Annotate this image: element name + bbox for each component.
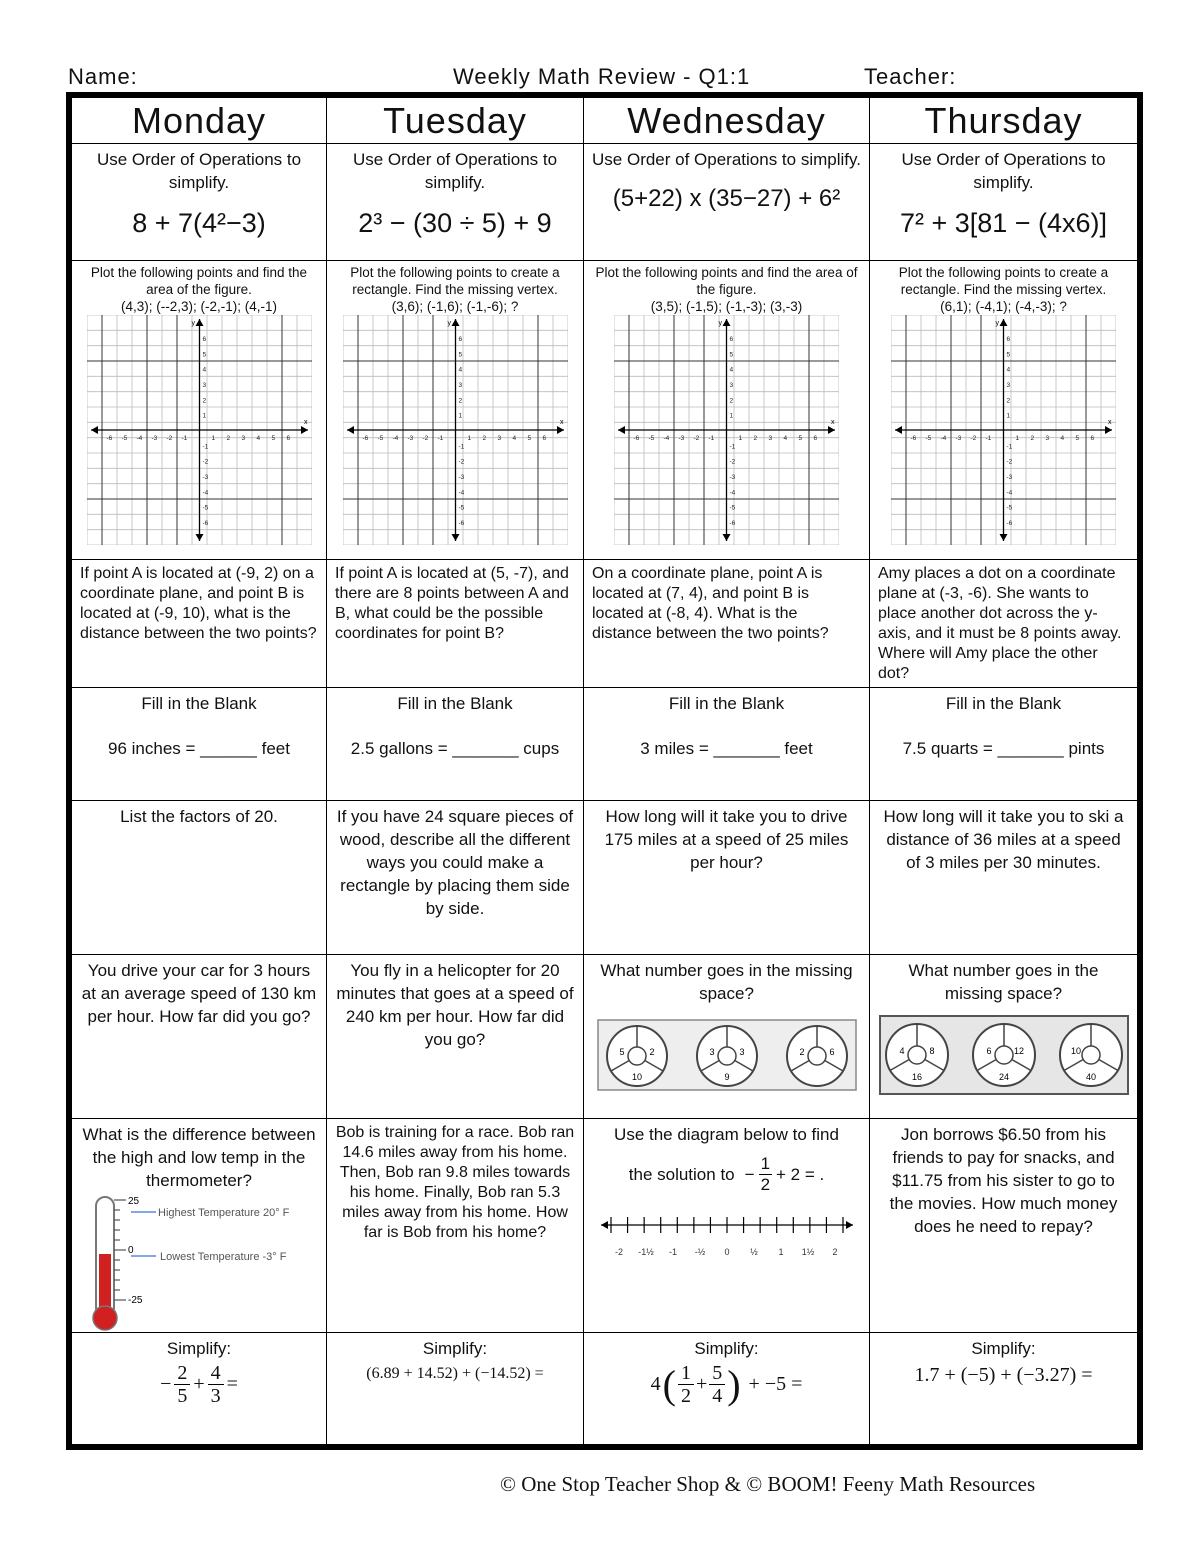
plot-tuesday	[327, 261, 584, 560]
simplify-expression	[592, 1362, 861, 1407]
tick-label: -2	[1006, 458, 1013, 466]
distance-monday: If point A is located at (-9, 2) on a coordinate plane, and point B is located at (-9, 10), what is the distance between the two points?	[72, 560, 327, 688]
fraction	[208, 1362, 224, 1407]
axis-x-label: x	[831, 419, 835, 426]
tick-label: 1	[1006, 412, 1011, 420]
wheel-1	[886, 1024, 948, 1086]
fraction-denominator: 4	[712, 1385, 723, 1407]
tick-label: -4	[663, 435, 670, 442]
tick-label: -6	[362, 435, 368, 442]
tick-label: -1	[985, 435, 992, 442]
tick-label: 2	[1030, 435, 1035, 442]
tick-label: -1	[202, 443, 208, 451]
axis-y-label: y	[191, 320, 195, 327]
wheel-3	[1060, 1024, 1122, 1086]
tick-label: 4	[458, 366, 462, 374]
tick-label: 3	[458, 382, 462, 389]
tick-label: -1	[1006, 443, 1013, 451]
numberline-label: -½	[694, 1247, 705, 1257]
tick-label: -2	[422, 435, 428, 442]
tick-label: -4	[458, 489, 464, 497]
order-ops-expression: 8 + 7(4²−3)	[132, 208, 266, 238]
tick-label: 2	[458, 397, 462, 405]
tick-label: -2	[166, 435, 172, 442]
order-ops-expression: (5+22) x (35−27) + 6²	[612, 185, 841, 212]
copyright-footer: © One Stop Teacher Shop & © BOOM! Feeny Math Resources	[500, 1472, 1036, 1496]
thermometer-monday	[72, 1119, 327, 1333]
numberline-label: -1	[668, 1247, 677, 1257]
tick-label: 2	[226, 435, 230, 442]
tick-label: 4	[256, 435, 260, 442]
minus-sign: −	[744, 1165, 755, 1184]
tick-label: 5	[202, 351, 206, 359]
fill-problem: 7.5 quarts = _______ pints	[902, 739, 1105, 758]
wheel-puzzle	[597, 1019, 857, 1091]
fraction-denominator: 2	[680, 1385, 691, 1407]
wheel-number: 8	[928, 1046, 935, 1056]
fraction	[759, 1154, 772, 1195]
numberline-label: -1½	[637, 1247, 654, 1257]
tick-label: 4	[1060, 435, 1065, 442]
wood-tuesday: If you have 24 square pieces of wood, describe all the different ways you could make a rectangle by placing them side by side.	[327, 801, 584, 955]
mixed-row	[72, 1119, 1138, 1333]
fill-title: Fill in the Blank	[141, 694, 257, 713]
coordinate-grid[interactable]	[343, 315, 568, 545]
tick-label: 1	[729, 412, 734, 420]
tick-label: 6	[286, 435, 290, 442]
numberline-prompt-2: the solution to	[628, 1165, 735, 1184]
numberline-expression	[592, 1154, 861, 1195]
numberline-label: -2	[614, 1247, 623, 1257]
wheel-number: 6	[985, 1046, 992, 1056]
tick-label: -1	[458, 443, 464, 451]
worksheet-table	[66, 92, 1143, 1450]
borrow-thursday: Jon borrows $6.50 from his friends to pay for snacks, and $11.75 from his sister to go to the movies. How much money does he need to repay?	[870, 1119, 1138, 1333]
tick-label: -2	[202, 458, 208, 466]
coordinate-grid[interactable]	[891, 315, 1116, 545]
simplify-tuesday	[327, 1333, 584, 1445]
coordinate-grid[interactable]	[87, 315, 312, 545]
fraction-denominator: 3	[210, 1385, 221, 1407]
plot-thursday	[870, 261, 1138, 560]
right-paren-icon: )	[727, 1361, 741, 1407]
fill-title: Fill in the Blank	[945, 694, 1062, 713]
wheel-3	[787, 1026, 847, 1086]
tick-label: -3	[202, 474, 208, 481]
tick-label: 1	[1015, 435, 1020, 442]
tick-label: 4	[202, 366, 206, 374]
tick-label: -6	[910, 435, 917, 442]
day-tuesday: Tuesday	[327, 98, 584, 144]
number-line	[597, 1207, 857, 1267]
plus-sign: +	[695, 1373, 708, 1395]
plot-points: (6,1); (-4,1); (-4,-3); ?	[940, 299, 1067, 314]
tick-label: -4	[940, 435, 947, 442]
wheel-2	[697, 1026, 757, 1086]
wheel-2	[973, 1024, 1035, 1086]
plot-prompt: Plot the following points and find the area of the figure.	[90, 265, 308, 297]
simplify-row	[72, 1333, 1138, 1445]
order-ops-row	[72, 144, 1138, 261]
tick-label: -1	[708, 435, 715, 442]
day-thursday: Thursday	[870, 98, 1138, 144]
numberline-wednesday	[584, 1119, 870, 1333]
order-ops-prompt: Use Order of Operations to simplify.	[592, 150, 861, 169]
equals-sign: =	[226, 1373, 238, 1395]
tick-label: 3	[1006, 382, 1011, 389]
fraction-numerator: 5	[709, 1362, 725, 1385]
tick-label: -1	[729, 443, 736, 451]
wheel-question: What number goes in the missing space?	[908, 961, 1099, 1003]
wheel-number: 3	[738, 1047, 745, 1057]
fraction-numerator: 2	[174, 1362, 190, 1385]
tick-label: 6	[1006, 336, 1011, 343]
tick-label: 1	[738, 435, 743, 442]
simplify-title: Simplify:	[422, 1339, 488, 1358]
plot-prompt: Plot the following points to create a rectangle. Find the missing vertex.	[898, 265, 1109, 297]
tick-label: -5	[458, 504, 464, 512]
tick-label: 5	[1006, 351, 1011, 359]
tick-label: 6	[813, 435, 818, 442]
fraction-numerator: 4	[208, 1362, 224, 1385]
wheel-number: 40	[1085, 1072, 1096, 1082]
plot-wednesday	[584, 261, 870, 560]
plot-prompt: Plot the following points to create a rectangle. Find the missing vertex.	[350, 265, 560, 297]
tick-label: -2	[458, 458, 464, 466]
tick-label: -1	[437, 435, 443, 442]
tick-label: 3	[202, 382, 206, 389]
tick-label: -4	[1006, 489, 1013, 497]
numberline-label: 2	[831, 1247, 838, 1257]
race-tuesday: Bob is training for a race. Bob ran 14.6 miles away from his home. Then, Bob ran 9.8 miles towards his home. Finally, Bob ran 5.3 miles away from his home. How far is Bob from his home?	[327, 1119, 584, 1333]
order-ops-monday	[72, 144, 327, 261]
plot-points: (3,6); (-1,6); (-1,-6); ?	[391, 299, 519, 314]
fraction-denominator: 5	[177, 1385, 188, 1407]
tick-label: -2	[693, 435, 700, 442]
wheel-number: 12	[1013, 1046, 1024, 1056]
fill-wednesday	[584, 688, 870, 801]
minus-sign: −	[160, 1373, 172, 1395]
tick-label: -5	[648, 435, 655, 442]
distance-wednesday: On a coordinate plane, point A is located at (7, 4), and point B is located at (-8, 4). What is the distance between the two points?	[584, 560, 870, 688]
tick-label: -3	[1006, 474, 1013, 481]
day-wednesday: Wednesday	[584, 98, 870, 144]
tick-label: -4	[392, 435, 398, 442]
fraction-numerator: 1	[760, 1154, 771, 1173]
tick-label: -6	[633, 435, 640, 442]
tick-label: -6	[729, 520, 736, 527]
fraction	[174, 1362, 190, 1407]
tick-label: 6	[542, 435, 546, 442]
order-ops-tuesday	[327, 144, 584, 261]
tick-label: -3	[407, 435, 413, 442]
distance-thursday: Amy places a dot on a coordinate plane at (-3, -6). She wants to place another dot across the y-axis, and it must be 8 points away. Where will Amy place the other dot?	[870, 560, 1138, 688]
tick-label: 1	[211, 435, 215, 442]
tick-label: 3	[241, 435, 245, 442]
car-monday: You drive your car for 3 hours at an average speed of 130 km per hour. How far did you go?	[72, 955, 327, 1119]
simplify-title: Simplify:	[694, 1339, 759, 1358]
thermometer-question: What is the difference between the high and low temp in the thermometer?	[82, 1125, 316, 1190]
tick-label: 4	[1006, 366, 1011, 374]
tick-label: -2	[970, 435, 977, 442]
fill-problem: 96 inches = ______ feet	[108, 739, 290, 758]
tick-label: -3	[729, 474, 736, 481]
wheel-puzzle	[879, 1015, 1129, 1095]
wheel-1	[607, 1026, 667, 1086]
factors-monday: List the factors of 20.	[72, 801, 327, 955]
tick-label: 1	[467, 435, 471, 442]
numberline-label: 1½	[801, 1247, 814, 1257]
numberline-prompt: Use the diagram below to find	[614, 1125, 839, 1144]
simplify-thursday	[870, 1333, 1138, 1445]
tick-label: 2	[202, 397, 206, 405]
tick-label: -6	[202, 520, 208, 527]
tick-label: -6	[1006, 520, 1013, 527]
tick-label: 5	[458, 351, 462, 359]
thermometer-tick: 0	[128, 1245, 134, 1256]
fraction	[678, 1362, 694, 1407]
tick-label: 6	[729, 336, 734, 343]
thermometer-tick: 25	[128, 1196, 140, 1207]
fill-problem: 2.5 gallons = _______ cups	[350, 739, 560, 758]
tick-label: 3	[1045, 435, 1050, 442]
simplify-title: Simplify:	[166, 1339, 232, 1358]
tick-label: 5	[798, 435, 803, 442]
thermometer-diagram	[76, 1192, 316, 1332]
tick-label: 2	[1006, 397, 1011, 405]
tick-label: -4	[202, 489, 208, 497]
tick-label: 4	[729, 366, 734, 374]
plus-sign: +	[193, 1373, 205, 1395]
name-label: Name:	[68, 64, 138, 89]
numberline-label: 1	[777, 1247, 784, 1257]
tick-label: 6	[458, 336, 462, 343]
tick-label: 5	[729, 351, 734, 359]
axis-x-label: x	[1108, 419, 1112, 426]
fill-thursday	[870, 688, 1138, 801]
expression-tail: + 2 = .	[776, 1165, 825, 1184]
plot-points: (4,3); (--2,3); (-2,-1); (4,-1)	[120, 299, 277, 314]
order-ops-expression: 2³ − (30 ÷ 5) + 9	[358, 208, 552, 238]
fill-monday	[72, 688, 327, 801]
wheel-number: 2	[798, 1047, 805, 1057]
fill-tuesday	[327, 688, 584, 801]
tick-label: 1	[202, 412, 206, 420]
tick-label: 3	[497, 435, 501, 442]
wheels-wednesday	[584, 955, 870, 1119]
wheel-number: 4	[898, 1046, 905, 1056]
tick-label: -1	[181, 435, 187, 442]
tick-label: -6	[458, 520, 464, 527]
distance-tuesday: If point A is located at (5, -7), and there are 8 points between A and B, what could be the possible coordinates for point B?	[327, 560, 584, 688]
fill-problem: 3 miles = _______ feet	[640, 739, 813, 758]
order-ops-prompt: Use Order of Operations to simplify.	[901, 150, 1106, 192]
axis-y-label: y	[718, 320, 722, 327]
tick-label: 5	[1075, 435, 1080, 442]
fraction	[709, 1362, 725, 1407]
tick-label: -5	[121, 435, 127, 442]
distance-row	[72, 560, 1138, 688]
simplify-expression: (6.89 + 14.52) + (−14.52) =	[366, 1365, 544, 1382]
order-ops-prompt: Use Order of Operations to simplify.	[352, 150, 558, 192]
tick-label: -5	[925, 435, 932, 442]
numberline-label: 0	[723, 1247, 730, 1257]
coordinate-grid[interactable]	[614, 315, 839, 545]
thermometer-low-label: Lowest Temperature -3° F	[160, 1251, 287, 1263]
tick-label: -6	[106, 435, 112, 442]
wheel-number: 5	[618, 1047, 625, 1057]
tick-label: -3	[678, 435, 685, 442]
worksheet-title: Weekly Math Review - Q1:1	[453, 64, 751, 89]
order-ops-expression: 7² + 3[81 − (4x6)]	[899, 208, 1108, 238]
fraction-denominator: 2	[760, 1175, 771, 1194]
tick-label: -3	[458, 474, 464, 481]
simplify-expression: 1.7 + (−5) + (−3.27) =	[914, 1364, 1093, 1386]
wheel-number: 10	[631, 1072, 642, 1082]
plot-row	[72, 261, 1138, 560]
tick-label: 1	[458, 412, 462, 420]
tick-label: -3	[955, 435, 962, 442]
tick-label: 2	[753, 435, 758, 442]
order-ops-thursday	[870, 144, 1138, 261]
wheels-thursday	[870, 955, 1138, 1119]
word-problem-row	[72, 801, 1138, 955]
wheel-number: 10	[1070, 1046, 1081, 1056]
wheel-number: 2	[648, 1047, 655, 1057]
speed-row	[72, 955, 1138, 1119]
fill-blank-row	[72, 688, 1138, 801]
wheel-number: 16	[911, 1072, 922, 1082]
tick-label: 5	[527, 435, 531, 442]
tick-label: 5	[271, 435, 275, 442]
axis-y-label: y	[447, 320, 451, 327]
tick-label: 2	[482, 435, 486, 442]
order-ops-prompt: Use Order of Operations to simplify.	[96, 150, 302, 192]
ski-thursday: How long will it take you to ski a distance of 36 miles at a speed of 3 miles per 30 minutes.	[870, 801, 1138, 955]
tick-label: -2	[729, 458, 736, 466]
tick-label: -3	[151, 435, 157, 442]
fill-title: Fill in the Blank	[397, 694, 513, 713]
teacher-label: Teacher:	[864, 64, 957, 89]
drive-wednesday: How long will it take you to drive 175 miles at a speed of 25 miles per hour?	[584, 801, 870, 955]
helicopter-tuesday: You fly in a helicopter for 20 minutes that goes at a speed of 240 km per hour. How far did you go?	[327, 955, 584, 1119]
plot-points: (3,5); (-1,5); (-1,-3); (3,-3)	[650, 299, 803, 314]
plot-prompt: Plot the following points and find the area of the figure.	[595, 265, 858, 297]
day-monday: Monday	[72, 98, 327, 144]
wheel-number: 9	[723, 1072, 730, 1082]
plot-monday	[72, 261, 327, 560]
axis-x-label: x	[303, 419, 307, 426]
tick-label: 3	[768, 435, 773, 442]
fill-title: Fill in the Blank	[668, 694, 785, 713]
tick-label: -4	[136, 435, 142, 442]
thermometer-high-label: Highest Temperature 20° F	[158, 1207, 290, 1219]
coefficient: 4	[650, 1373, 661, 1395]
wheel-question: What number goes in the missing space?	[600, 961, 853, 1003]
tick-label: -5	[1006, 504, 1013, 512]
wheel-number: 3	[708, 1047, 715, 1057]
axis-x-label: x	[559, 419, 563, 426]
fraction-numerator: 1	[678, 1362, 694, 1385]
tick-label: 3	[729, 382, 734, 389]
wheel-number: 24	[998, 1072, 1009, 1082]
simplify-wednesday	[584, 1333, 870, 1445]
tick-label: 6	[1090, 435, 1095, 442]
tick-label: -5	[202, 504, 208, 512]
simplify-monday	[72, 1333, 327, 1445]
wheel-number: 6	[828, 1047, 835, 1057]
tick-label: 4	[512, 435, 516, 442]
tick-label: 6	[202, 336, 206, 343]
numberline-label: ½	[749, 1247, 758, 1257]
day-header-row	[72, 98, 1138, 144]
expression-tail: + −5 =	[748, 1373, 803, 1395]
tick-label: -5	[377, 435, 383, 442]
tick-label: -5	[729, 504, 736, 512]
left-paren-icon: (	[662, 1361, 676, 1407]
tick-label: 4	[783, 435, 788, 442]
simplify-title: Simplify:	[971, 1339, 1036, 1358]
tick-label: -4	[729, 489, 736, 497]
tick-label: 2	[729, 397, 734, 405]
thermometer-tick: -25	[128, 1295, 143, 1306]
simplify-expression	[80, 1362, 318, 1407]
order-ops-wednesday	[584, 144, 870, 261]
axis-y-label: y	[995, 320, 999, 327]
